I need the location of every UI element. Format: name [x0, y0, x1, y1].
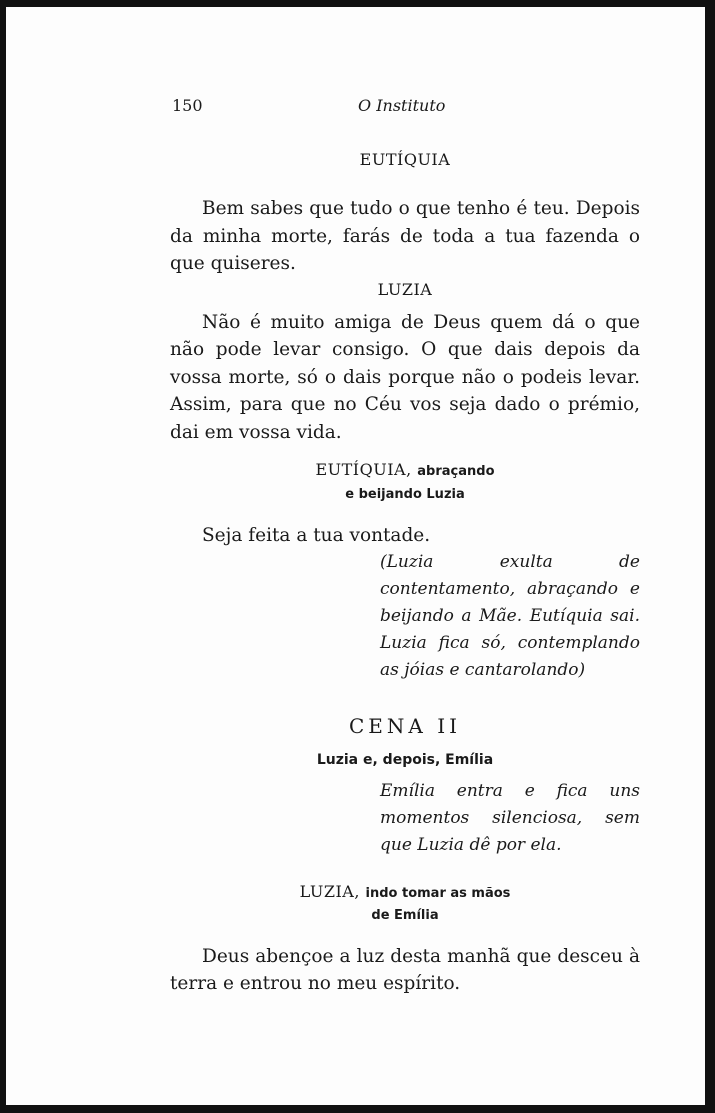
speech-eutiquia-reply: Seja feita a tua vontade. — [202, 525, 431, 546]
speech-eutiquia: Bem sabes que tudo o que tenho é teu. Depois da minha morte, farás de toda a tua fazenda o que quiseres. — [170, 198, 640, 274]
scene-characters: Luzia e, depois, Emília — [316, 751, 494, 768]
speaker-eutiquia: EUTÍQUIA — [359, 150, 451, 169]
stage-direction: (Luzia exulta de contentamento, abraçando e beijando a Mãe. Eutíquia sai. Luzia fica só, contemplando as jóias e cantarolando) — [380, 551, 640, 680]
speaker-eutiquia-direction — [170, 458, 640, 506]
stage-direction-scene: Emília entra e fica uns momentos silenciosa, sem que Luzia dê por ela. — [380, 780, 640, 855]
book-page — [170, 96, 640, 998]
speaker-direction: abraçando — [417, 464, 495, 479]
scene-title: CENA II — [348, 713, 461, 738]
speaker-luzia-direction — [170, 881, 640, 927]
running-title: O Instituto — [358, 96, 446, 115]
speaker-direction-continued: de Emília — [371, 907, 439, 923]
speaker-direction: indo tomar as mãos — [365, 885, 511, 901]
speaker-direction-continued: e beijando Luzia — [345, 487, 465, 502]
speech-luzia: Não é muito amiga de Deus quem dá o que não pode levar consigo. O que dais depois da vossa morte, só o dais porque não o podeis levar. Assim, para que no Céu vos seja dado o prémio, dai em vossa vida. — [170, 311, 640, 443]
page-header — [170, 96, 640, 124]
speaker-luzia: LUZIA — [377, 279, 433, 299]
speaker-name: LUZIA, — [299, 881, 360, 901]
page-number: 150 — [172, 96, 203, 115]
speaker-name: EUTÍQUIA, — [315, 460, 412, 479]
speech-luzia-final: Deus abençoe a luz desta manhã que desceu à terra e entrou no meu espírito. — [170, 945, 640, 994]
